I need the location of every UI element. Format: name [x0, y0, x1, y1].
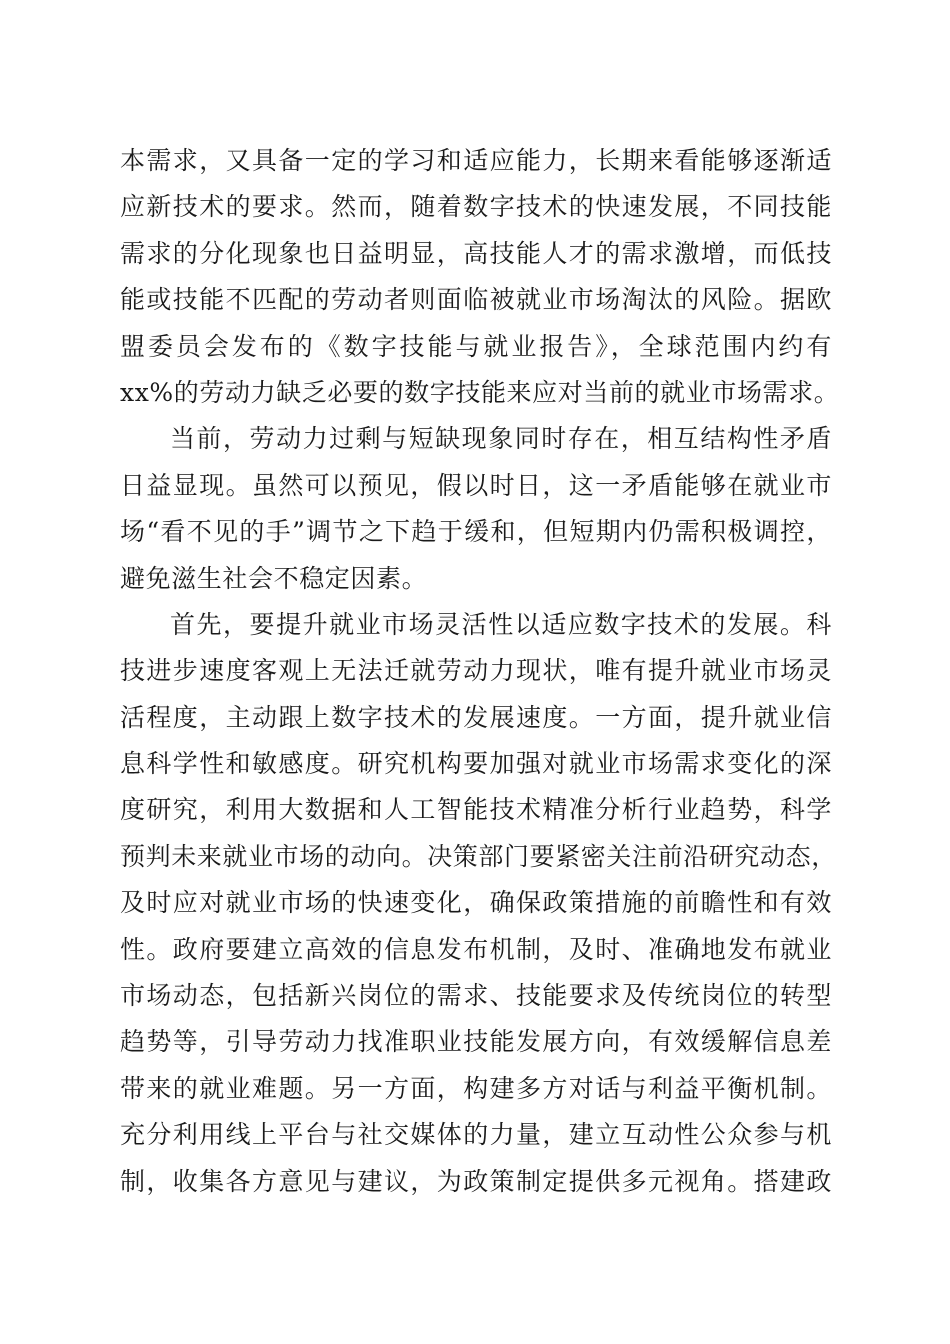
- paragraph-1-line-5: 盟委员会发布的《数字技能与就业报告》，全球范围内约有: [120, 331, 832, 361]
- paragraph-3-line-8: 性。政府要建立高效的信息发布机制，及时、准确地发布就业: [120, 934, 832, 964]
- paragraph-3-line-13: 制，收集各方意见与建议，为政策制定提供多元视角。搭建政: [120, 1166, 832, 1196]
- paragraph-1-line-3: 需求的分化现象也日益明显，高技能人才的需求激增，而低技: [120, 238, 832, 268]
- document-body: [120, 138, 840, 1205]
- paragraph-2-line-3: 场“看不见的手”调节之下趋于缓和，但短期内仍需积极调控，: [120, 517, 832, 547]
- paragraph-3-line-11: 带来的就业难题。另一方面，构建多方对话与利益平衡机制。: [120, 1073, 832, 1103]
- paragraph-3-line-1: 首先，要提升就业市场灵活性以适应数字技术的发展。科: [170, 609, 832, 639]
- paragraph-1-line-6: xx%的劳动力缺乏必要的数字技能来应对当前的就业市场需求。: [120, 377, 840, 407]
- paragraph-3-line-2: 技进步速度客观上无法迁就劳动力现状，唯有提升就业市场灵: [120, 656, 832, 686]
- paragraph-2-line-4: 避免滋生社会不稳定因素。: [120, 563, 428, 593]
- paragraph-1-line-1: 本需求，又具备一定的学习和适应能力，长期来看能够逐渐适: [120, 146, 832, 175]
- paragraph-3-line-5: 度研究，利用大数据和人工智能技术精准分析行业趋势，科学: [120, 795, 832, 825]
- paragraph-3-line-6: 预判未来就业市场的动向。决策部门要紧密关注前沿研究动态，: [120, 841, 837, 871]
- paragraph-1-line-2: 应新技术的要求。然而，随着数字技术的快速发展，不同技能: [120, 192, 832, 222]
- paragraph-2-line-1: 当前，劳动力过剩与短缺现象同时存在，相互结构性矛盾: [170, 424, 832, 454]
- paragraph-3-line-7: 及时应对就业市场的快速变化，确保政策措施的前瞻性和有效: [120, 888, 832, 918]
- paragraph-3-line-3: 活程度，主动跟上数字技术的发展速度。一方面，提升就业信: [120, 702, 832, 732]
- paragraph-3-line-9: 市场动态，包括新兴岗位的需求、技能要求及传统岗位的转型: [120, 981, 832, 1011]
- paragraph-3-line-12: 充分利用线上平台与社交媒体的力量，建立互动性公众参与机: [120, 1120, 832, 1150]
- paragraph-3-line-10: 趋势等，引导劳动力找准职业技能发展方向，有效缓解信息差: [120, 1027, 832, 1057]
- paragraph-2-line-2: 日益显现。虽然可以预见，假以时日，这一矛盾能够在就业市: [120, 470, 832, 500]
- paragraph-3-line-4: 息科学性和敏感度。研究机构要加强对就业市场需求变化的深: [120, 749, 832, 779]
- paragraph-1-line-4: 能或技能不匹配的劳动者则面临被就业市场淘汰的风险。据欧: [120, 285, 832, 315]
